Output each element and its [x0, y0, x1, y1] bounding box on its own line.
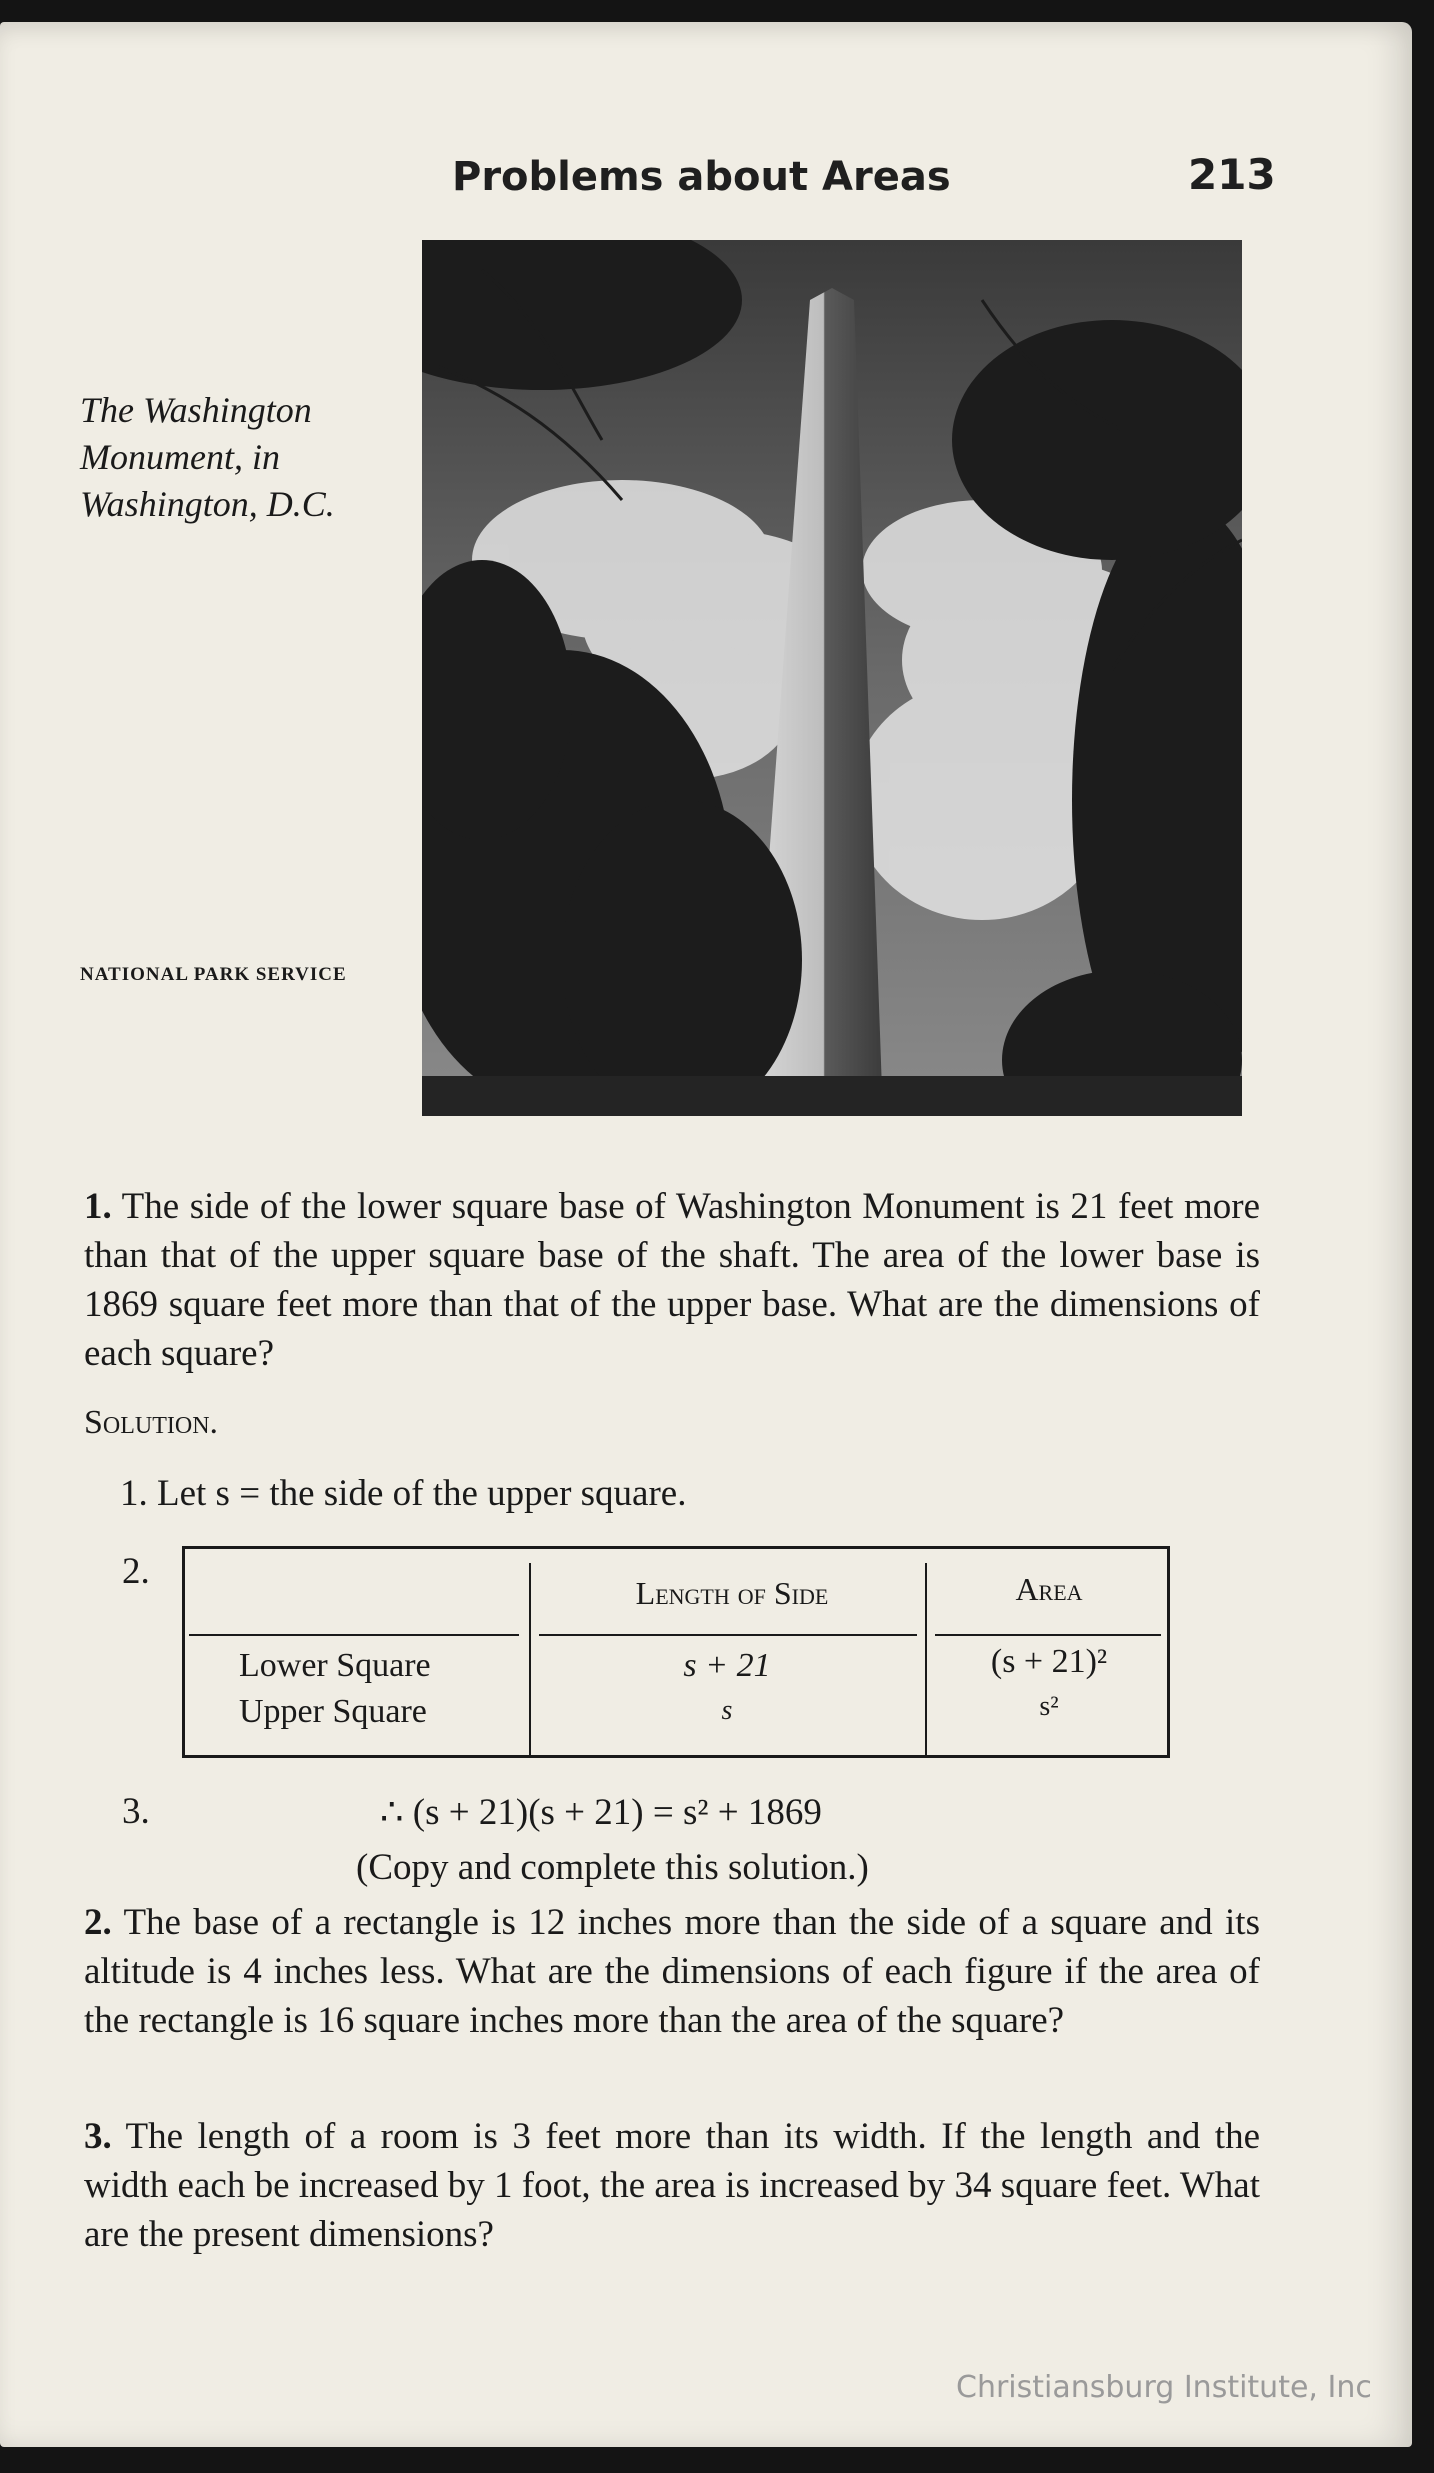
problem-3	[84, 2112, 1260, 2259]
table-rule	[935, 1634, 1161, 1636]
problem-text: The length of a room is 3 feet more than its width. If the length and the width each be increased by 1 foot, the area is increased by 34 square feet. What are the present dimensions?	[84, 2116, 1260, 2255]
cell-lower-area: (s + 21)²	[990, 1643, 1108, 1680]
photo-credit: NATIONAL PARK SERVICE	[80, 964, 347, 985]
solution-heading: Solution.	[84, 1404, 219, 1441]
monument-photo	[422, 240, 1242, 1116]
cell-upper-length: s	[721, 1695, 733, 1726]
watermark: Christiansburg Institute, Inc	[956, 2370, 1372, 2405]
cell-lower-length: s + 21	[683, 1647, 771, 1684]
monument-illustration	[422, 240, 1242, 1116]
book-page	[0, 22, 1412, 2447]
problem-2	[84, 1898, 1260, 2045]
cell-upper-area: s²	[1039, 1691, 1059, 1722]
problem-number: 3.	[84, 2116, 112, 2157]
table-rule	[189, 1634, 519, 1636]
solution-note: (Copy and complete this solution.)	[356, 1847, 869, 1888]
problem-number: 2.	[84, 1902, 112, 1943]
solution-equation: ∴ (s + 21)(s + 21) = s² + 1869	[380, 1792, 822, 1833]
column-header-length: Length of Side	[635, 1575, 829, 1611]
figure-caption	[80, 387, 400, 528]
solution-table	[182, 1546, 1170, 1758]
problem-text: The side of the lower square base of Washington Monument is 21 feet more than that of the upper square base of the shaft. The area of the lower base is 1869 square feet more than that of the upper base. What are the dimensions of each square?	[84, 1186, 1260, 1374]
row-label-upper-square: Upper Square	[239, 1693, 427, 1730]
ground	[422, 1076, 1242, 1116]
problem-1	[84, 1182, 1260, 1378]
running-head: Problems about Areas	[452, 154, 951, 200]
problem-text: The base of a rectangle is 12 inches more than the side of a square and its altitude is 4 inches less. What are the dimensions of each figure if the area of the rectangle is 16 square inches more than the area of the square?	[84, 1902, 1260, 2041]
solution-step-3-label: 3.	[122, 1791, 150, 1832]
solution-step-1: 1. Let s = the side of the upper square.	[120, 1473, 687, 1514]
column-header-area: Area	[1015, 1571, 1083, 1607]
row-label-lower-square: Lower Square	[239, 1647, 431, 1684]
caption-line: Monument, in	[80, 437, 280, 477]
page-number: 213	[1188, 150, 1276, 199]
table-rule	[539, 1634, 917, 1636]
solution-step-2-label: 2.	[122, 1551, 150, 1592]
caption-line: The Washington	[80, 390, 312, 430]
problem-number: 1.	[84, 1186, 112, 1227]
caption-line: Washington, D.C.	[80, 484, 335, 524]
